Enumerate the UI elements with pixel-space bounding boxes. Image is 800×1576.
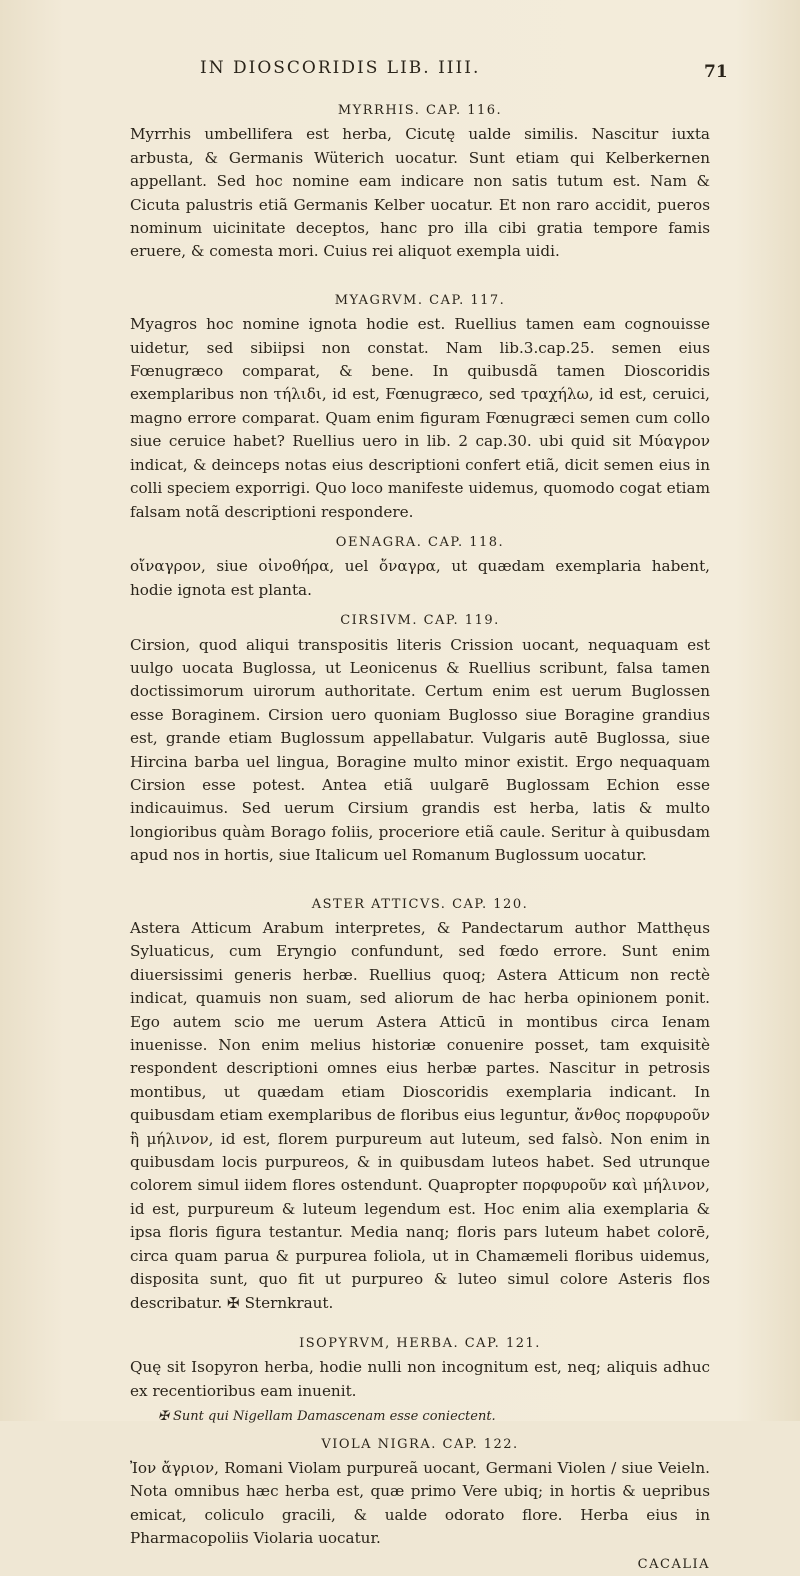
folio-number: 71 <box>704 62 728 82</box>
text-block <box>130 96 710 1576</box>
chapter-heading: ASTER ATTICVS. CAP. 120. <box>311 896 529 912</box>
chapter-heading: MYRRHIS. CAP. 116. <box>337 103 503 118</box>
chapter-heading: CIRSIVM. CAP. 119. <box>340 613 500 629</box>
section-cirsium <box>130 609 710 867</box>
chapter-heading: OENAGRA. CAP. 118. <box>335 534 505 550</box>
chapter-heading: VIOLA NIGRA. CAP. 122. <box>321 1436 519 1452</box>
section-isopyrum <box>130 1332 710 1429</box>
section-viola-nigra <box>130 1433 710 1551</box>
section-myrrhis <box>130 99 710 264</box>
section-oenagra <box>130 531 710 602</box>
chapter-heading: ISOPYRVM, HERBA. CAP. 121. <box>299 1335 541 1351</box>
section-aster-atticus <box>130 893 710 1315</box>
marginal-note: ✠ Sunt qui Nigellam Damascenam esse coniectent. <box>158 1409 496 1425</box>
chapter-text: Myagros hoc nomine ignota hodie est. Ruellius tamen eam cognouisse uidetur, sed sibiipsi non constat. Nam lib.3.cap.25. semen eius Fœnugræco comparat, & bene. In quibusdã tamen Dioscoridis exemplaribus non τήλιδι, id est, Fœnugræco, sed τραχήλω, id est, ceruici, magno errore comparat. Quam enim figuram Fœnugræci semen cum collo siue ceruice habet? Ruellius uero in lib. 2 cap.30. ubi quid sit Μύαγρον indicat, & deinceps notas eius descriptioni confert etiã, dicit semen eius in colli speciem exporrigi. Quo loco manifeste uidemus, quomodo cogat etiam falsam notã descriptioni respondere. <box>130 315 710 521</box>
chapter-text: Ἰον ἄγριον, Romani Violam purpureã uocant, Germani Violen / siue Veieln. Nota omnibus hæc herba est, quæ primo Vere ubiq; in hortis & uepribus emicat, coliculo gracili, & ualde odorato flore. Herba eius in Pharmacopoliis Violaria uocatur. <box>130 1458 710 1548</box>
catchword: CACALIA <box>637 1556 710 1572</box>
chapter-text: οἴναγρον, siue οἰνοθήρα, uel ὄναγρα, ut quædam exemplaria habent, hodie ignota est planta. <box>130 557 710 599</box>
chapter-text: Myrrhis umbellifera est herba, Cicutę ualde similis. Nascitur iuxta arbusta, & Germanis Wüterich uocatur. Sunt etiam qui Kelberkernen appellant. Sed hoc nomine eam indicare non satis tutum est. Nam & Cicuta palustris etiã Germanis Kelber uocatur. Et non raro accidit, pueros nominum uicinitate deceptos, hanc pro illa cibi gratia tempore famis eruere, & comesta mori. Cuius rei aliquot exempla uidi. <box>130 125 710 261</box>
chapter-heading: MYAGRVM. CAP. 117. <box>334 292 506 308</box>
chapter-text: Astera Atticum Arabum interpretes, & Pandectarum author Matthęus Syluaticus, cum Eryngio confundunt, sed fœdo errore. Sunt enim diuersissimi generis herbæ. Ruellius quoq; Astera Atticum non rectè indicat, quamuis non suam, sed aliorum de hac herba opinionem ponit. Ego autem scio me uerum Astera Atticū in montibus circa Ienam inuenisse. Non enim melius historiæ conuenire posset, tam exquisitè respondent descriptioni omnes eius herbæ partes. Nascitur in petrosis montibus, ut quædam etiam Dioscoridis exemplaria indicant. In quibusdam etiam exemplaribus de floribus eius leguntur, ἄνθος πορφυροῦν ἢ μήλινον, id est, florem purpureum aut luteum, sed falsò. Non enim in quibusdam locis purpureos, & in quibusdam luteos habet. Sed utrunque colorem simul iidem flores ostendunt. Quapropter πορφυροῦν καὶ μήλινον, id est, purpureum & luteum legendum est. Hoc enim alia exemplaria & ipsa floris figura testantur. Media nanq; floris pars luteum habet colorē, circa quam parua & purpurea foliola, ut in Chamæmeli floribus uidemus, disposita sunt, quo fit ut purpureo & luteo simul colore Asteris flos describatur. ✠ Sternkraut. <box>130 919 710 1312</box>
section-myagrum <box>130 289 710 524</box>
running-head <box>0 58 800 82</box>
chapter-text: Cirsion, quod aliqui transpositis literis Crission uocant, nequaquam est uulgo uocata Buglossa, ut Leonicenus & Ruellius scribunt, falsa tamen doctissimorum uirorum authoritate. Certum enim est uerum Buglossen esse Boraginem. Cirsion uero quoniam Buglosso siue Boragine grandius est, grande etiam Buglossum appellabatur. Vulgaris autē Buglossa, siue Hircina barba uel lingua, Boragine multo minor existit. Ergo nequaquam Cirsion esse potest. Antea etiã uulgarē Buglossam Echion esse indicauimus. Sed uerum Cirsium grandis est herba, latis & multo longioribus quàm Borago foliis, proceriore etiã caule. Seritur à quibusdam apud nos in hortis, siue Italicum uel Romanum Buglossum uocatur. <box>130 635 710 865</box>
running-title: IN DIOSCORIDIS LIB. IIII. <box>200 58 481 78</box>
chapter-text: Quę sit Isopyron herba, hodie nulli non incognitum est, neq; aliquis adhuc ex recentioribus eam inuenit. <box>130 1358 710 1400</box>
